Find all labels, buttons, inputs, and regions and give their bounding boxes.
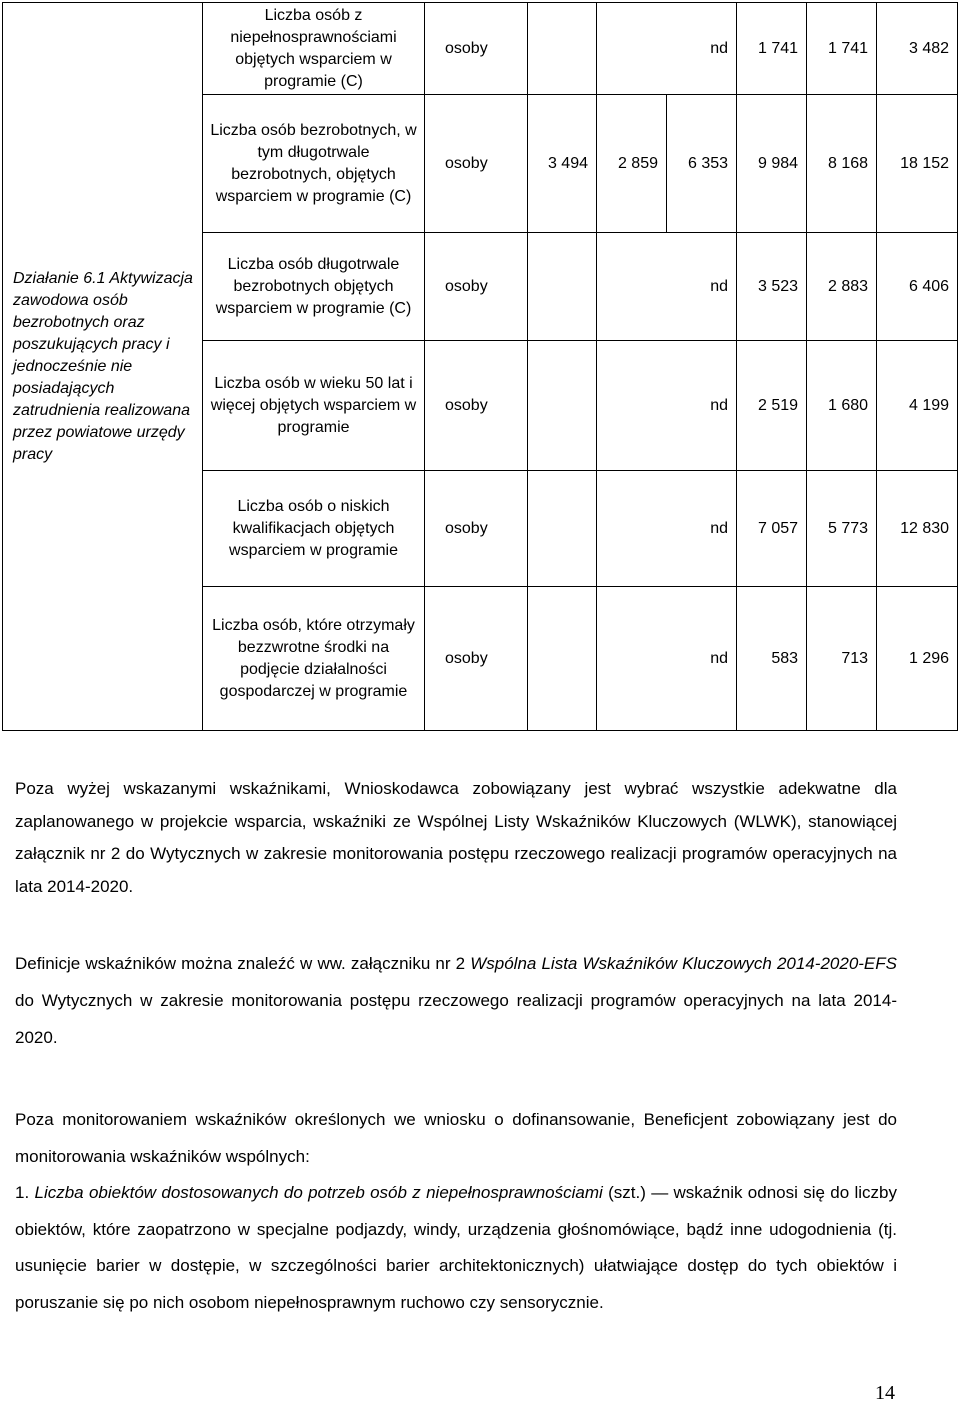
- value-cell: nd: [597, 233, 737, 341]
- indicator-table: [2, 2, 958, 731]
- indicator-label: Liczba osób w wieku 50 lat i więcej objętych wsparciem w programie: [203, 341, 425, 471]
- value-cell: 2 859: [597, 95, 667, 233]
- paragraph-text: Poza wyżej wskazanymi wskaźnikami, Wnioskodawca zobowiązany jest wybrać wszystkie adekwatne dla zaplanowanego w projekcie wsparcia, wskaźniki ze Wspólnej Listy Wskaźników Kluczowych (WLWK), stanowiącej załącznik nr 2 do Wytycznych w zakresie monitorowania postępu rzeczowego realizacji programów operacyjnych na lata 2014-2020.: [15, 779, 897, 896]
- value-cell: [528, 341, 597, 471]
- value-cell: [528, 587, 597, 731]
- value-cell: 3 482: [877, 3, 958, 95]
- value-cell: 8 168: [807, 95, 877, 233]
- document-title: Wspólna Lista Wskaźników Kluczowych 2014-2020-EFS: [470, 954, 897, 973]
- text-run: Definicje wskaźników można znaleźć w ww. załączniku nr 2: [15, 954, 471, 973]
- value-cell: nd: [597, 341, 737, 471]
- value-cell: [528, 3, 597, 95]
- value-cell: 4 199: [877, 341, 958, 471]
- page-number: 14: [875, 1382, 895, 1404]
- value-cell: 6 353: [667, 95, 737, 233]
- value-cell: 5 773: [807, 471, 877, 587]
- action-label: Działanie 6.1 Aktywizacja zawodowa osób bezrobotnych oraz poszukujących pracy i jednocześnie nie posiadających zatrudnienia realizowana przez powiatowe urzędy pracy: [3, 3, 203, 731]
- unit-cell: osoby: [425, 471, 528, 587]
- value-cell: 3 523: [737, 233, 807, 341]
- indicator-label: Liczba osób bezrobotnych, w tym długotrwale bezrobotnych, objętych wsparciem w programie (C): [203, 95, 425, 233]
- value-cell: nd: [597, 471, 737, 587]
- unit-cell: osoby: [425, 3, 528, 95]
- paragraph-intro: Poza monitorowaniem wskaźników określonych we wniosku o dofinansowanie, Beneficjent zobowiązany jest do monitorowania wskaźników wspólnych:: [15, 1110, 897, 1166]
- text-run: do Wytycznych w zakresie monitorowania postępu rzeczowego realizacji programów operacyjnych na lata 2014-2020.: [15, 991, 897, 1047]
- value-cell: 1 741: [737, 3, 807, 95]
- value-cell: 9 984: [737, 95, 807, 233]
- dash: —: [651, 1183, 669, 1202]
- indicator-label: Liczba osób z niepełnosprawnościami objętych wsparciem w programie (C): [203, 3, 425, 95]
- indicator-label: Liczba osób o niskich kwalifikacjach objętych wsparciem w programie: [203, 471, 425, 587]
- unit-cell: osoby: [425, 95, 528, 233]
- paragraph-common-indicators: [15, 1102, 897, 1321]
- indicator-title: Liczba obiektów dostosowanych do potrzeb osób z niepełnosprawnościami: [34, 1183, 603, 1202]
- value-cell: 2 883: [807, 233, 877, 341]
- value-cell: 6 406: [877, 233, 958, 341]
- unit-cell: osoby: [425, 587, 528, 731]
- unit-cell: osoby: [425, 341, 528, 471]
- value-cell: 12 830: [877, 471, 958, 587]
- value-cell: 713: [807, 587, 877, 731]
- value-cell: 2 519: [737, 341, 807, 471]
- value-cell: nd: [597, 587, 737, 731]
- paragraph-wlwk: [15, 773, 897, 903]
- item-unit: (szt.): [602, 1183, 652, 1202]
- paragraph-text: [15, 945, 897, 1056]
- table-row: [3, 3, 958, 95]
- value-cell: 1 296: [877, 587, 958, 731]
- unit-cell: osoby: [425, 233, 528, 341]
- value-cell: 1 680: [807, 341, 877, 471]
- paragraph-definitions: [15, 945, 897, 1056]
- list-item: [15, 1175, 897, 1321]
- value-cell: 18 152: [877, 95, 958, 233]
- value-cell: nd: [597, 3, 737, 95]
- indicator-label: Liczba osób długotrwale bezrobotnych objętych wsparciem w programie (C): [203, 233, 425, 341]
- value-cell: [528, 471, 597, 587]
- value-cell: 3 494: [528, 95, 597, 233]
- value-cell: 7 057: [737, 471, 807, 587]
- value-cell: [528, 233, 597, 341]
- item-description: wskaźnik odnosi się do liczby obiektów, które zaopatrzono w specjalne podjazdy, windy, urządzenia głośnomówiące, bądź inne udogodnienia (tj. usunięcie barier w dostępie, w szczególności barier architektonicznych) ułatwiające dostęp do tych obiektów i poruszanie się po nich osobom niepełnosprawnym ruchowo czy sensorycznie.: [15, 1183, 897, 1312]
- value-cell: 1 741: [807, 3, 877, 95]
- value-cell: 583: [737, 587, 807, 731]
- indicator-label: Liczba osób, które otrzymały bezzwrotne środki na podjęcie działalności gospodarczej w programie: [203, 587, 425, 731]
- item-number: 1.: [15, 1183, 35, 1202]
